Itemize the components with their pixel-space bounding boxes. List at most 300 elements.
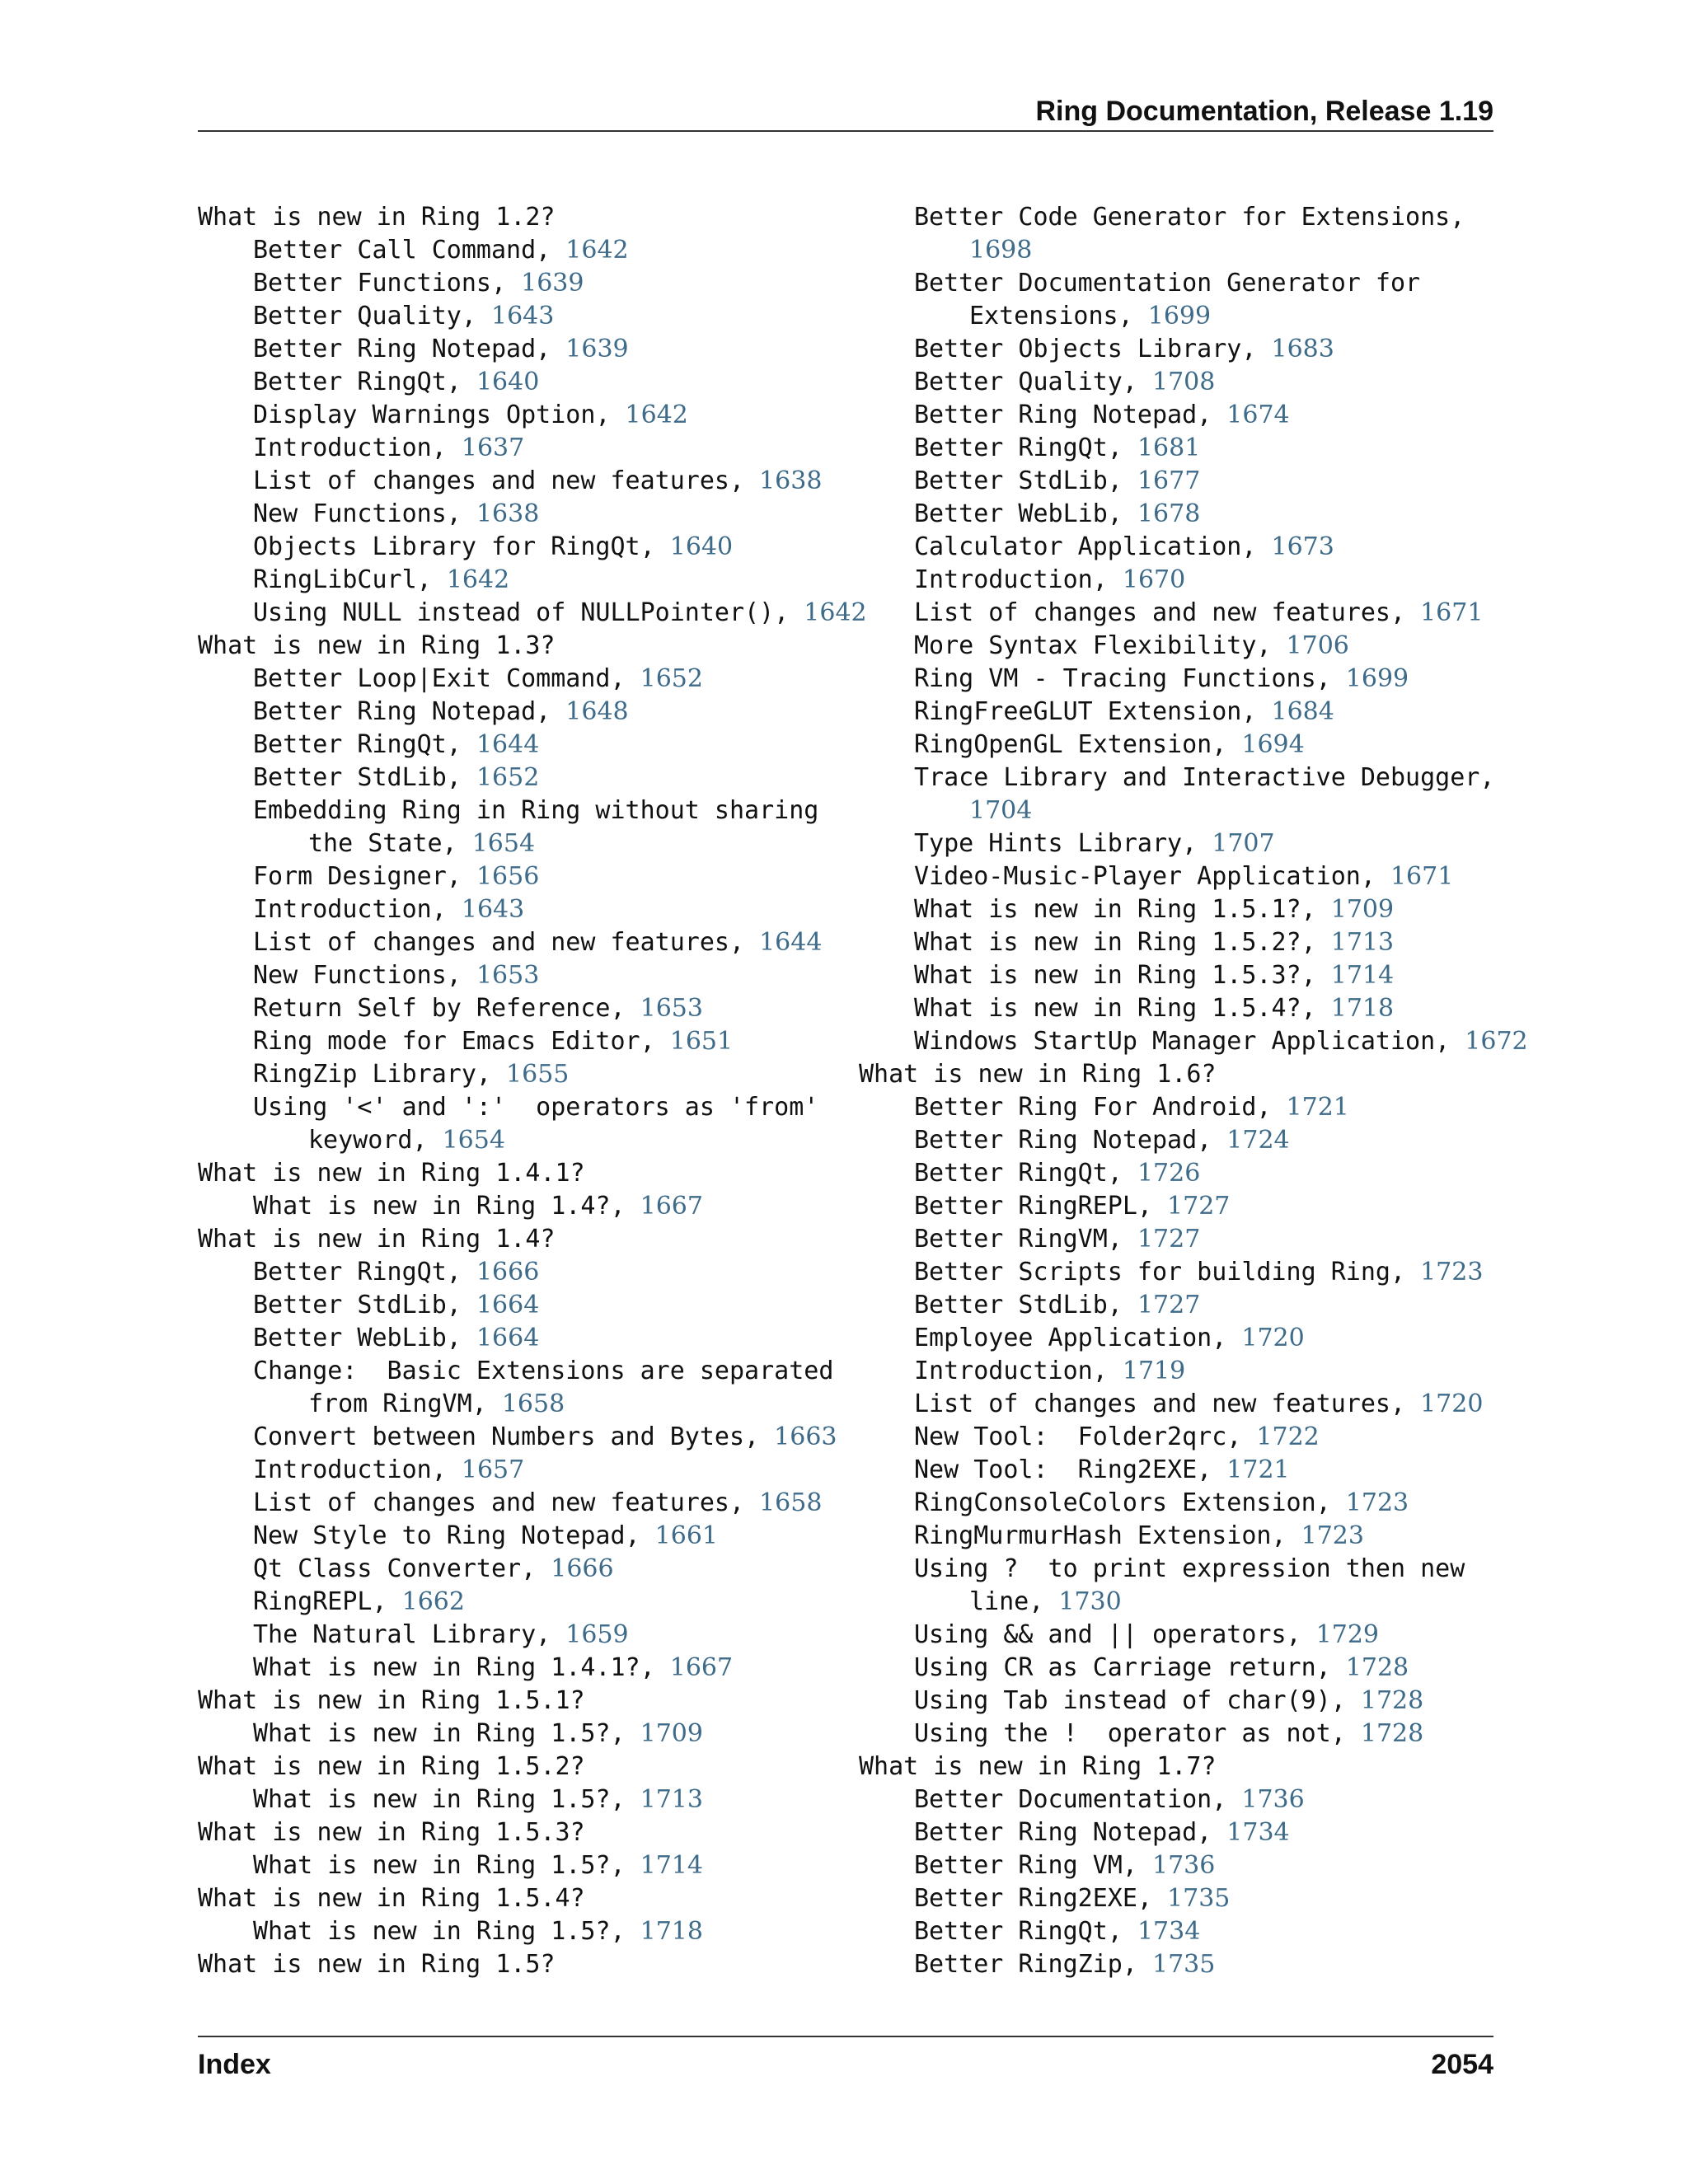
index-entry-text: Better StdLib, xyxy=(253,1291,476,1319)
page-reference-link[interactable]: 1724 xyxy=(1226,1126,1290,1155)
page-reference-link[interactable]: 1642 xyxy=(625,401,688,429)
index-entry-text: What is new in Ring 1.5.4? xyxy=(198,1884,585,1913)
index-entry-text: Better StdLib, xyxy=(914,1291,1137,1319)
index-entry-text: RingLibCurl, xyxy=(253,565,447,594)
index-entry xyxy=(198,1058,849,1091)
index-entry xyxy=(859,1223,1510,1256)
index-heading xyxy=(198,1157,849,1190)
index-entry-text: Using && and || operators, xyxy=(914,1620,1316,1649)
index-entry-text: Using NULL instead of NULLPointer(), xyxy=(253,598,804,627)
index-heading xyxy=(198,1816,849,1849)
index-entry xyxy=(859,399,1510,432)
index-entry-text: What is new in Ring 1.5.1?, xyxy=(914,895,1331,924)
index-entry-text: Better Ring Notepad, xyxy=(914,401,1227,429)
index-entry-text: Better RingQt, xyxy=(253,730,476,759)
index-entry xyxy=(198,893,849,926)
index-entry xyxy=(859,498,1510,531)
page-reference-link[interactable]: 1734 xyxy=(1226,1818,1290,1847)
index-entry xyxy=(859,1322,1510,1355)
index-entry-text: What is new in Ring 1.7? xyxy=(859,1752,1217,1781)
index-entry-text: Better WebLib, xyxy=(914,499,1137,528)
index-entry-text: New Functions, xyxy=(253,961,476,990)
page-reference-link[interactable]: 1723 xyxy=(1345,1488,1409,1517)
page-reference-link[interactable]: 1699 xyxy=(1345,664,1409,693)
index-entry xyxy=(198,1553,849,1586)
page-reference-link[interactable]: 1698 xyxy=(969,236,1033,265)
index-entry-text: The Natural Library, xyxy=(253,1620,566,1649)
index-entry xyxy=(198,333,849,366)
page-reference-link[interactable]: 1728 xyxy=(1360,1686,1424,1715)
index-entry xyxy=(859,1355,1510,1388)
index-entry-text: line, xyxy=(969,1587,1059,1616)
index-entry xyxy=(859,1816,1510,1849)
index-entry-text: Better Call Command, xyxy=(253,236,566,265)
page-reference-link[interactable]: 1706 xyxy=(1286,631,1349,660)
page-reference-link[interactable]: 1714 xyxy=(640,1851,703,1880)
index-entry-text: Using CR as Carriage return, xyxy=(914,1653,1346,1682)
index-entry-text: Return Self by Reference, xyxy=(253,994,640,1023)
index-entry-text: Introduction, xyxy=(914,565,1123,594)
index-entry xyxy=(859,1025,1528,1058)
index-entry-text: What is new in Ring 1.5? xyxy=(198,1950,556,1979)
page-reference-link[interactable]: 1722 xyxy=(1256,1422,1320,1451)
page-reference-link[interactable]: 1651 xyxy=(669,1027,734,1056)
index-entry-text: Better StdLib, xyxy=(253,763,476,792)
page-reference-link[interactable]: 1726 xyxy=(1137,1159,1201,1188)
page-reference-link[interactable]: 1640 xyxy=(669,532,734,561)
index-entry xyxy=(198,1783,849,1816)
index-entry-text: RingZip Library, xyxy=(253,1060,507,1089)
index-entry-text: What is new in Ring 1.5.2? xyxy=(198,1752,585,1781)
index-entry xyxy=(859,465,1510,498)
index-entry-continuation xyxy=(198,1124,849,1157)
index-entry-text: Better Quality, xyxy=(914,368,1152,396)
index-entry xyxy=(859,531,1510,564)
index-entry-text: Better RingQt, xyxy=(914,1159,1137,1188)
index-entry-text: What is new in Ring 1.5.1? xyxy=(198,1686,585,1715)
index-entry-text: What is new in Ring 1.4.1?, xyxy=(253,1653,670,1682)
index-entry-text: Better Loop|Exit Command, xyxy=(253,664,640,693)
index-entry xyxy=(859,1882,1510,1915)
index-entry-text: What is new in Ring 1.2? xyxy=(198,203,556,232)
page-reference-link[interactable]: 1661 xyxy=(654,1521,719,1550)
index-entry-continuation xyxy=(198,1388,849,1421)
page-reference-link[interactable]: 1642 xyxy=(804,598,867,627)
page-reference-link[interactable]: 1638 xyxy=(476,499,540,528)
index-entry xyxy=(859,729,1510,762)
page-reference-link[interactable]: 1718 xyxy=(640,1917,703,1946)
page-reference-link[interactable]: 1638 xyxy=(759,466,823,495)
page-reference-link[interactable]: 1662 xyxy=(401,1587,465,1616)
index-entry-text: What is new in Ring 1.4? xyxy=(198,1225,556,1254)
index-entry xyxy=(198,1520,849,1553)
index-entry-text: Embedding Ring in Ring without sharing xyxy=(253,796,819,825)
index-entry xyxy=(198,729,849,762)
index-entry xyxy=(859,860,1510,893)
index-entry-text: Better RingQt, xyxy=(914,434,1137,462)
index-entry-text: Better Scripts for building Ring, xyxy=(914,1258,1421,1286)
index-entry xyxy=(198,696,849,729)
page-reference-link[interactable]: 1708 xyxy=(1151,368,1216,396)
index-entry xyxy=(859,762,1510,794)
index-entry-text: from RingVM, xyxy=(308,1390,502,1418)
index-entry-text: Better Ring For Android, xyxy=(914,1093,1287,1122)
page-reference-link[interactable]: 1713 xyxy=(640,1785,703,1814)
index-entry-text: Using Tab instead of char(9), xyxy=(914,1686,1361,1715)
page-reference-link[interactable]: 1655 xyxy=(506,1060,570,1089)
index-entry xyxy=(198,1421,849,1454)
index-entry xyxy=(198,366,849,399)
index-entry-text: Better Documentation, xyxy=(914,1785,1242,1814)
index-entry xyxy=(859,366,1510,399)
index-entry-text: Better RingQt, xyxy=(253,368,476,396)
index-entry xyxy=(198,432,849,465)
index-entry-text: Change: Basic Extensions are separated xyxy=(253,1357,834,1385)
index-entry xyxy=(859,1619,1510,1652)
page-reference-link[interactable]: 1699 xyxy=(1147,302,1212,330)
document-title: Ring Documentation, Release 1.19 xyxy=(1035,96,1493,127)
index-entry xyxy=(198,234,849,267)
index-entry-text: Better Documentation Generator for xyxy=(914,269,1421,298)
index-column-left xyxy=(198,201,867,1981)
page-reference-link[interactable]: 1672 xyxy=(1465,1027,1528,1056)
page-reference-link[interactable]: 1642 xyxy=(565,236,629,265)
index-entry-continuation xyxy=(859,1586,1510,1619)
footer-section-name: Index xyxy=(198,2049,271,2080)
page-reference-link[interactable]: 1673 xyxy=(1271,532,1334,561)
page-reference-link[interactable]: 1677 xyxy=(1137,466,1201,495)
index-entry-text: List of changes and new features, xyxy=(253,1488,760,1517)
page-reference-link[interactable]: 1664 xyxy=(476,1291,540,1319)
index-entry-text: What is new in Ring 1.6? xyxy=(859,1060,1217,1089)
index-entry xyxy=(859,432,1510,465)
index-entry-text: Display Warnings Option, xyxy=(253,401,626,429)
index-entry-text: Video-Music-Player Application, xyxy=(914,862,1390,891)
page-reference-link[interactable]: 1639 xyxy=(521,269,584,298)
page-reference-link[interactable]: 1694 xyxy=(1241,730,1305,759)
page-reference-link[interactable]: 1664 xyxy=(476,1324,540,1352)
index-entry-text: Better Ring Notepad, xyxy=(914,1818,1227,1847)
index-entry xyxy=(859,1948,1510,1981)
index-entry-text: List of changes and new features, xyxy=(914,1390,1421,1418)
index-entry xyxy=(198,1256,849,1289)
running-footer xyxy=(198,2036,1493,2083)
index-entry xyxy=(859,1685,1510,1718)
index-entry xyxy=(859,1454,1510,1487)
index-entry xyxy=(859,1157,1510,1190)
index-entry-text: Trace Library and Interactive Debugger, xyxy=(914,763,1495,792)
page-reference-link[interactable]: 1637 xyxy=(461,434,525,462)
index-entry-text: New Style to Ring Notepad, xyxy=(253,1521,655,1550)
page-reference-link[interactable]: 1728 xyxy=(1360,1719,1424,1748)
index-entry-text: What is new in Ring 1.5.4?, xyxy=(914,994,1331,1023)
running-header xyxy=(198,92,1493,132)
index-entry-text: RingConsoleColors Extension, xyxy=(914,1488,1346,1517)
page-reference-link[interactable]: 1657 xyxy=(461,1455,525,1484)
page-reference-link[interactable]: 1648 xyxy=(565,697,629,726)
index-entry xyxy=(859,1289,1510,1322)
page-reference-link[interactable]: 1643 xyxy=(490,302,555,330)
page-reference-link[interactable]: 1658 xyxy=(501,1390,565,1418)
index-entry-text: Better Code Generator for Extensions, xyxy=(914,203,1465,232)
index-entry-text: What is new in Ring 1.5.2?, xyxy=(914,928,1331,957)
index-entry-text: Better Functions, xyxy=(253,269,522,298)
index-entry-text: the State, xyxy=(308,829,472,858)
index-entry-text: New Tool: Ring2EXE, xyxy=(914,1455,1227,1484)
page-reference-link[interactable]: 1704 xyxy=(969,796,1033,825)
index-entry-text: Introduction, xyxy=(253,1455,462,1484)
page-reference-link[interactable]: 1734 xyxy=(1137,1917,1201,1946)
index-entry xyxy=(198,1718,849,1750)
index-entry xyxy=(198,564,849,597)
index-entry-text: Ring mode for Emacs Editor, xyxy=(253,1027,670,1056)
page-reference-link[interactable]: 1721 xyxy=(1286,1093,1349,1122)
page-reference-link[interactable]: 1735 xyxy=(1151,1950,1216,1979)
index-entry-text: Better Ring Notepad, xyxy=(914,1126,1227,1155)
index-column-right xyxy=(859,201,1528,1981)
index-entry-text: New Tool: Folder2qrc, xyxy=(914,1422,1257,1451)
page-reference-link[interactable]: 1653 xyxy=(640,994,703,1023)
index-entry-text: Better RingVM, xyxy=(914,1225,1137,1254)
index-entry xyxy=(859,1190,1510,1223)
index-heading xyxy=(198,1882,849,1915)
index-entry xyxy=(859,267,1510,300)
index-entry-text: Ring VM - Tracing Functions, xyxy=(914,664,1346,693)
index-heading xyxy=(198,630,849,663)
page-reference-link[interactable]: 1666 xyxy=(476,1258,540,1286)
index-entry-text: Calculator Application, xyxy=(914,532,1272,561)
index-entry xyxy=(198,1849,849,1882)
page-reference-link[interactable]: 1670 xyxy=(1122,565,1186,594)
index-entry xyxy=(859,1783,1510,1816)
page-reference-link[interactable]: 1713 xyxy=(1330,928,1395,957)
page-reference-link[interactable]: 1729 xyxy=(1315,1620,1380,1649)
index-entry-text: Better Ring2EXE, xyxy=(914,1884,1168,1913)
index-entry xyxy=(859,1256,1510,1289)
index-entry-text: keyword, xyxy=(308,1126,443,1155)
index-entry xyxy=(859,1915,1510,1948)
index-entry xyxy=(198,1619,849,1652)
page-reference-link[interactable]: 1671 xyxy=(1390,862,1454,891)
index-entry-text: Using '<' and ':' operators as 'from' xyxy=(253,1093,819,1122)
page-reference-link[interactable]: 1727 xyxy=(1137,1225,1201,1254)
index-entry xyxy=(859,959,1510,992)
index-entry-text: Better WebLib, xyxy=(253,1324,476,1352)
index-entry xyxy=(859,992,1510,1025)
index-entry xyxy=(198,1322,849,1355)
index-entry xyxy=(859,1091,1510,1124)
page-reference-link[interactable]: 1736 xyxy=(1151,1851,1216,1880)
index-entry xyxy=(859,564,1510,597)
page-reference-link[interactable]: 1718 xyxy=(1330,994,1395,1023)
page-reference-link[interactable]: 1719 xyxy=(1122,1357,1186,1385)
page-reference-link[interactable]: 1667 xyxy=(640,1192,703,1221)
index-entry-text: Objects Library for RingQt, xyxy=(253,532,670,561)
page-reference-link[interactable]: 1723 xyxy=(1301,1521,1364,1550)
page-reference-link[interactable]: 1639 xyxy=(565,335,629,363)
index-entry-text: RingFreeGLUT Extension, xyxy=(914,697,1272,726)
index-entry xyxy=(859,597,1510,630)
page-reference-link[interactable]: 1720 xyxy=(1241,1324,1305,1352)
index-entry-text: Better RingZip, xyxy=(914,1950,1152,1979)
index-heading xyxy=(859,1058,1510,1091)
index-entry xyxy=(859,1124,1510,1157)
index-entry xyxy=(198,663,849,696)
index-entry-text: Windows StartUp Manager Application, xyxy=(914,1027,1465,1056)
page-reference-link[interactable]: 1652 xyxy=(640,664,703,693)
index-entry-text: Better Ring Notepad, xyxy=(253,697,566,726)
page-reference-link[interactable]: 1681 xyxy=(1137,434,1201,462)
index-entry-text: Better Ring VM, xyxy=(914,1851,1152,1880)
page-reference-link[interactable]: 1707 xyxy=(1212,829,1275,858)
index-entry xyxy=(198,992,849,1025)
index-entry xyxy=(198,794,849,827)
page-reference-link[interactable]: 1654 xyxy=(471,829,536,858)
page-reference-link[interactable]: 1643 xyxy=(461,895,525,924)
page-reference-link[interactable]: 1659 xyxy=(565,1620,629,1649)
page-reference-link[interactable]: 1666 xyxy=(551,1554,614,1583)
page-reference-link[interactable]: 1667 xyxy=(669,1653,734,1682)
index-entry xyxy=(859,663,1510,696)
index-entry xyxy=(198,399,849,432)
page-number: 2054 xyxy=(1431,2049,1493,2080)
index-entry xyxy=(198,1355,849,1388)
index-entry-text: Introduction, xyxy=(253,895,462,924)
page-reference-link[interactable]: 1653 xyxy=(476,961,540,990)
page-reference-link[interactable]: 1656 xyxy=(476,862,540,891)
index-entry xyxy=(198,531,849,564)
index-entry-text: Better RingQt, xyxy=(914,1917,1137,1946)
page-reference-link[interactable]: 1720 xyxy=(1420,1390,1484,1418)
index-entry xyxy=(198,762,849,794)
index-entry-text: More Syntax Flexibility, xyxy=(914,631,1287,660)
index-entry xyxy=(198,926,849,959)
page-reference-link[interactable]: 1652 xyxy=(476,763,540,792)
page-reference-link[interactable]: 1684 xyxy=(1271,697,1334,726)
index-entry xyxy=(859,696,1510,729)
index-entry-text: List of changes and new features, xyxy=(253,466,760,495)
page-reference-link[interactable]: 1727 xyxy=(1167,1192,1231,1221)
index-entry-text: Better Objects Library, xyxy=(914,335,1272,363)
index-entry xyxy=(198,1454,849,1487)
index-entry-text: Using ? to print expression then new xyxy=(914,1554,1465,1583)
index-entry-continuation xyxy=(859,234,1510,267)
index-heading xyxy=(859,1750,1510,1783)
page-reference-link[interactable]: 1721 xyxy=(1226,1455,1290,1484)
index-entry-text: Type Hints Library, xyxy=(914,829,1212,858)
index-entry xyxy=(198,1190,849,1223)
page-reference-link[interactable]: 1709 xyxy=(1330,895,1395,924)
index-entry xyxy=(198,465,849,498)
index-heading xyxy=(198,1685,849,1718)
index-entry-text: What is new in Ring 1.5?, xyxy=(253,1917,640,1946)
index-entry xyxy=(198,959,849,992)
page-reference-link[interactable]: 1728 xyxy=(1345,1653,1409,1682)
index-entry-text: Using the ! operator as not, xyxy=(914,1719,1361,1748)
index-heading xyxy=(198,201,849,234)
index-entry-text: Better StdLib, xyxy=(914,466,1137,495)
index-entry xyxy=(859,827,1510,860)
index-entry-text: RingMurmurHash Extension, xyxy=(914,1521,1301,1550)
index-entry xyxy=(198,1652,849,1685)
index-entry xyxy=(198,860,849,893)
index-entry xyxy=(198,267,849,300)
index-entry-continuation xyxy=(198,827,849,860)
index-entry xyxy=(859,926,1510,959)
index-entry xyxy=(859,630,1510,663)
index-entry-continuation xyxy=(859,794,1510,827)
index-entry xyxy=(859,1849,1510,1882)
index-entry-text: Form Designer, xyxy=(253,862,476,891)
page-reference-link[interactable]: 1683 xyxy=(1271,335,1334,363)
page-reference-link[interactable]: 1640 xyxy=(476,368,540,396)
index-entry xyxy=(859,1421,1510,1454)
page-reference-link[interactable]: 1644 xyxy=(759,928,823,957)
index-entry xyxy=(198,1915,849,1948)
page-reference-link[interactable]: 1674 xyxy=(1226,401,1290,429)
page-reference-link[interactable]: 1730 xyxy=(1058,1587,1122,1616)
index-entry xyxy=(198,300,849,333)
index-entry-text: What is new in Ring 1.3? xyxy=(198,631,556,660)
index-entry-text: Better Quality, xyxy=(253,302,491,330)
page-reference-link[interactable]: 1709 xyxy=(640,1719,703,1748)
index-entry-text: What is new in Ring 1.5?, xyxy=(253,1719,640,1748)
index-entry-text: Convert between Numbers and Bytes, xyxy=(253,1422,775,1451)
index-heading xyxy=(198,1223,849,1256)
index-entry-text: Extensions, xyxy=(969,302,1148,330)
index-entry xyxy=(859,1718,1510,1750)
index-entry xyxy=(859,1487,1510,1520)
page-reference-link[interactable]: 1736 xyxy=(1241,1785,1305,1814)
index-entry-text: Better RingREPL, xyxy=(914,1192,1168,1221)
index-entry-text: Introduction, xyxy=(914,1357,1123,1385)
page-reference-link[interactable]: 1714 xyxy=(1330,961,1395,990)
index-entry-text: What is new in Ring 1.4?, xyxy=(253,1192,640,1221)
page-reference-link[interactable]: 1727 xyxy=(1137,1291,1201,1319)
page-reference-link[interactable]: 1654 xyxy=(442,1126,505,1155)
index-entry xyxy=(859,333,1510,366)
page-reference-link[interactable]: 1642 xyxy=(446,565,510,594)
index-entry-text: RingREPL, xyxy=(253,1587,402,1616)
index-entry-text: Qt Class Converter, xyxy=(253,1554,551,1583)
page-reference-link[interactable]: 1644 xyxy=(476,730,540,759)
index-entry xyxy=(198,1091,849,1124)
index-entry-text: What is new in Ring 1.5.3? xyxy=(198,1818,585,1847)
index-entry-text: What is new in Ring 1.5.3?, xyxy=(914,961,1331,990)
index-entry-text: List of changes and new features, xyxy=(914,598,1421,627)
index-entry-continuation xyxy=(859,300,1510,333)
index-entry xyxy=(859,1553,1510,1586)
page-reference-link[interactable]: 1678 xyxy=(1137,499,1201,528)
page-reference-link[interactable]: 1735 xyxy=(1167,1884,1231,1913)
page-reference-link[interactable]: 1671 xyxy=(1420,598,1484,627)
page-reference-link[interactable]: 1723 xyxy=(1420,1258,1484,1286)
index-entry-text: RingOpenGL Extension, xyxy=(914,730,1242,759)
index-entry xyxy=(198,597,867,630)
index-heading xyxy=(198,1750,849,1783)
index-entry-text: Better RingQt, xyxy=(253,1258,476,1286)
index-entry-text: What is new in Ring 1.5?, xyxy=(253,1785,640,1814)
index-entry xyxy=(859,893,1510,926)
index-entry xyxy=(859,1388,1510,1421)
page-reference-link[interactable]: 1663 xyxy=(774,1422,837,1451)
index-entry-text: New Functions, xyxy=(253,499,476,528)
index-entry-text: What is new in Ring 1.5?, xyxy=(253,1851,640,1880)
index-entry xyxy=(859,1652,1510,1685)
index-entry-text: Employee Application, xyxy=(914,1324,1242,1352)
index-entry-text: Introduction, xyxy=(253,434,462,462)
page-reference-link[interactable]: 1658 xyxy=(759,1488,823,1517)
